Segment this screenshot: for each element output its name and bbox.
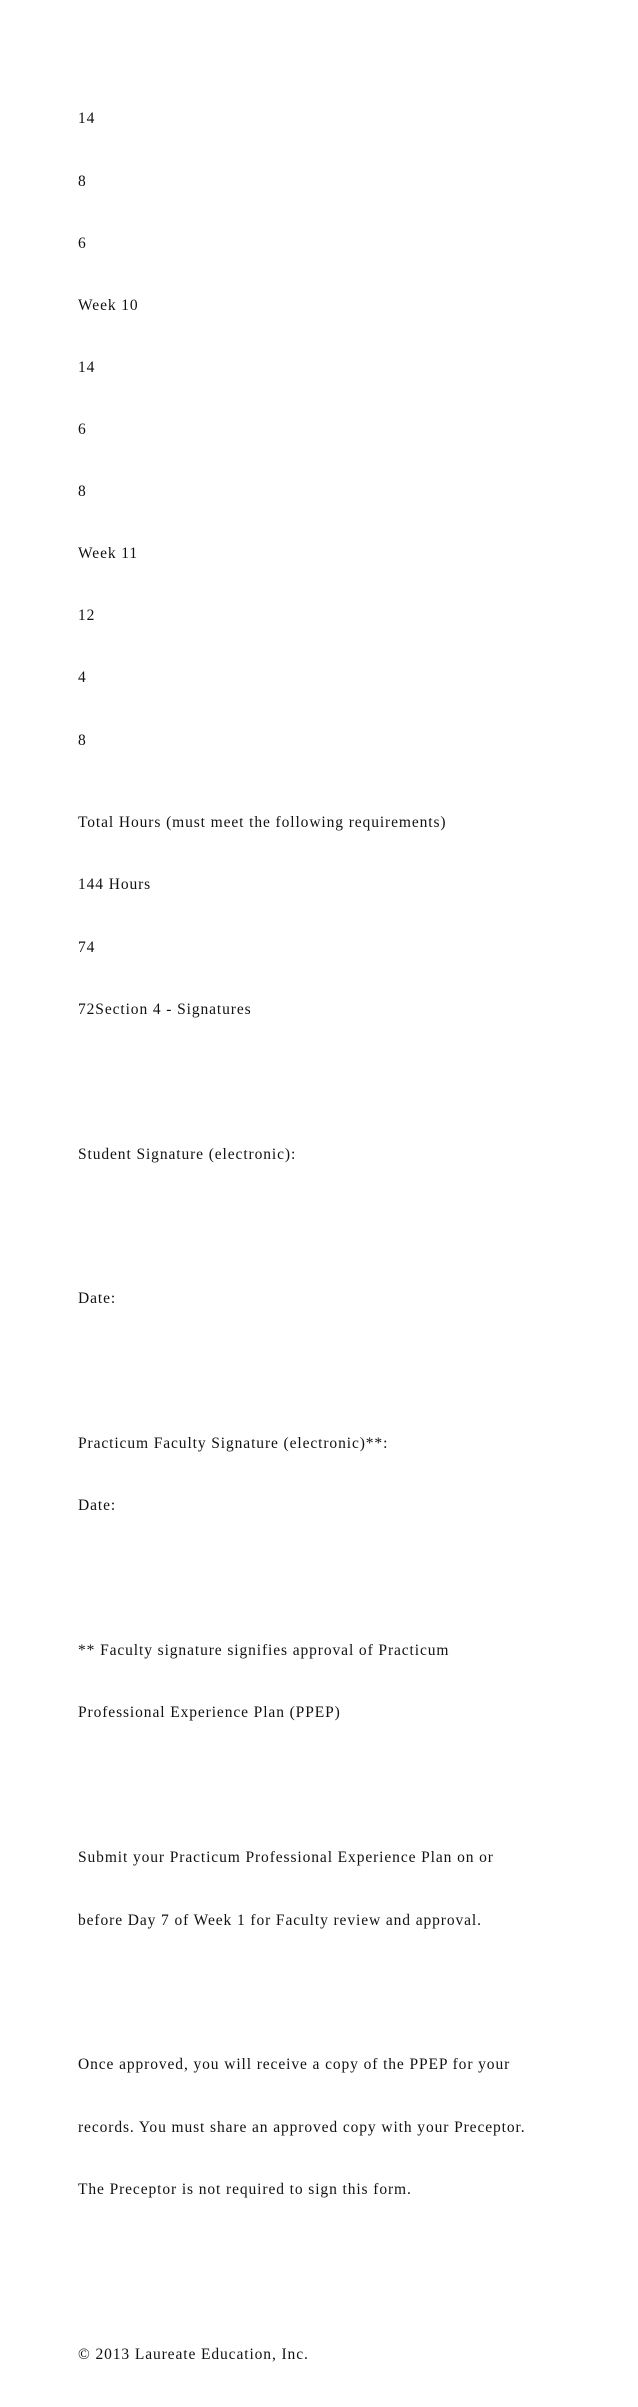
total-hours-label: Total Hours (must meet the following requirements) (78, 814, 447, 832)
hours-line: 6 (78, 420, 87, 438)
week-label: Week 10 (78, 296, 139, 314)
document-body (78, 68, 618, 2407)
hours-line: 8 (78, 172, 87, 190)
approval-note-line: records. You must share an approved copy with your Preceptor. (78, 2118, 526, 2136)
faculty-note-line: Professional Experience Plan (PPEP) (78, 1704, 341, 1722)
submit-instruction-line: before Day 7 of Week 1 for Faculty review and approval. (78, 1911, 482, 1929)
approval-note-line: Once approved, you will receive a copy of the PPEP for your (78, 2056, 511, 2074)
date-label: Date: (78, 1497, 117, 1515)
date-label: Date: (78, 1290, 117, 1308)
spacer (78, 1082, 618, 1103)
week-label: Week 11 (78, 545, 138, 563)
hours-line: 12 (78, 607, 96, 625)
spacer (78, 1207, 618, 1248)
faculty-note-line: ** Faculty signature signifies approval of Practicum (78, 1642, 450, 1660)
student-signature-label: Student Signature (electronic): (78, 1145, 297, 1163)
hours-line: 4 (78, 669, 87, 687)
hours-line: 8 (78, 731, 87, 749)
spacer (78, 1579, 618, 1600)
copyright-notice: © 2013 Laureate Education, Inc. (78, 2346, 309, 2364)
spacer (78, 1372, 618, 1393)
submit-instruction-line: Submit your Practicum Professional Experience Plan on or (78, 1849, 494, 1867)
spacer (78, 2262, 618, 2303)
spacer (78, 1786, 618, 1807)
total-hours-value: 144 Hours (78, 876, 152, 894)
hours-line: 14 (78, 358, 96, 376)
faculty-signature-label: Practicum Faculty Signature (electronic)**: (78, 1435, 389, 1453)
total-hours-a: 74 (78, 938, 96, 956)
hours-line: 14 (78, 110, 96, 128)
approval-note-line: The Preceptor is not required to sign this form. (78, 2180, 412, 2198)
spacer (78, 1993, 618, 2014)
hours-line: 8 (78, 483, 87, 501)
section-heading: 72Section 4 - Signatures (78, 1000, 252, 1018)
hours-line: 6 (78, 234, 87, 252)
